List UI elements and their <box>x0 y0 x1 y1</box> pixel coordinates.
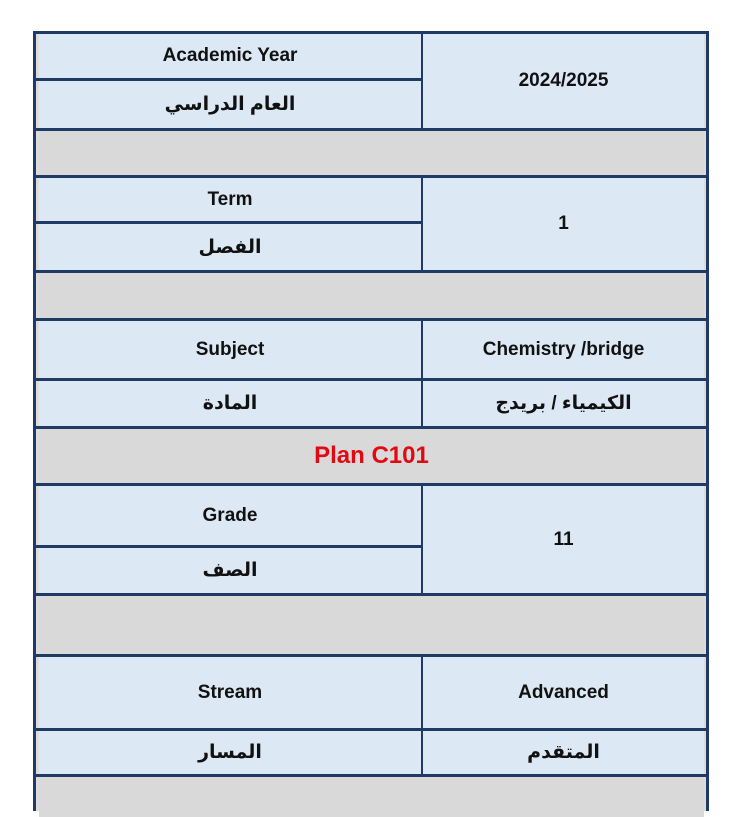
plan-cover-table <box>33 31 709 811</box>
subject-label-ar <box>39 381 421 426</box>
grade-label-en-text: Grade <box>202 504 258 526</box>
separator-row <box>39 777 704 817</box>
academic-year-label-ar-text: العام الدراسي <box>164 94 296 115</box>
subject-value-en <box>423 321 704 378</box>
stream-label-ar <box>39 731 421 774</box>
term-label-en-text: Term <box>207 188 253 210</box>
term-label-ar-text: الفصل <box>198 236 262 258</box>
subject-label-en <box>39 321 421 378</box>
stream-value-ar <box>423 731 704 774</box>
grade-label-en <box>39 486 421 545</box>
academic-year-label-ar <box>39 81 421 128</box>
stream-value-en <box>423 657 704 728</box>
grade-label-ar <box>39 548 421 593</box>
subject-label-ar-text: المادة <box>202 393 258 414</box>
separator-row <box>39 131 704 175</box>
subject-value-ar-text: الكيمياء / بريدج <box>495 393 632 414</box>
grade-value <box>423 486 704 593</box>
subject-label-en-text: Subject <box>195 338 265 360</box>
separator-row <box>39 596 704 654</box>
divider <box>421 657 423 774</box>
grade-label-ar-text: الصف <box>202 560 258 581</box>
plan-title-row <box>39 429 704 483</box>
term-value-text: 1 <box>558 213 569 234</box>
plan-title: Plan C101 <box>314 442 429 469</box>
academic-year-label-en <box>39 34 421 78</box>
grade-value-text: 11 <box>553 528 574 550</box>
stream-label-ar-text: المسار <box>198 742 262 763</box>
subject-value-ar <box>423 381 704 426</box>
term-label-ar <box>39 224 421 270</box>
stream-value-en-text: Advanced <box>518 681 609 703</box>
academic-year-value-text: 2024/2025 <box>518 70 609 91</box>
divider <box>421 321 423 426</box>
stream-label-en-text: Stream <box>197 681 263 703</box>
term-value <box>423 178 704 270</box>
stream-value-ar-text: المتقدم <box>527 742 600 763</box>
subject-value-en-text: Chemistry /bridge <box>482 338 645 360</box>
term-label-en <box>39 178 421 221</box>
academic-year-value <box>423 34 704 128</box>
academic-year-label-en-text: Academic Year <box>162 45 298 66</box>
stream-label-en <box>39 657 421 728</box>
separator-row <box>39 273 704 318</box>
